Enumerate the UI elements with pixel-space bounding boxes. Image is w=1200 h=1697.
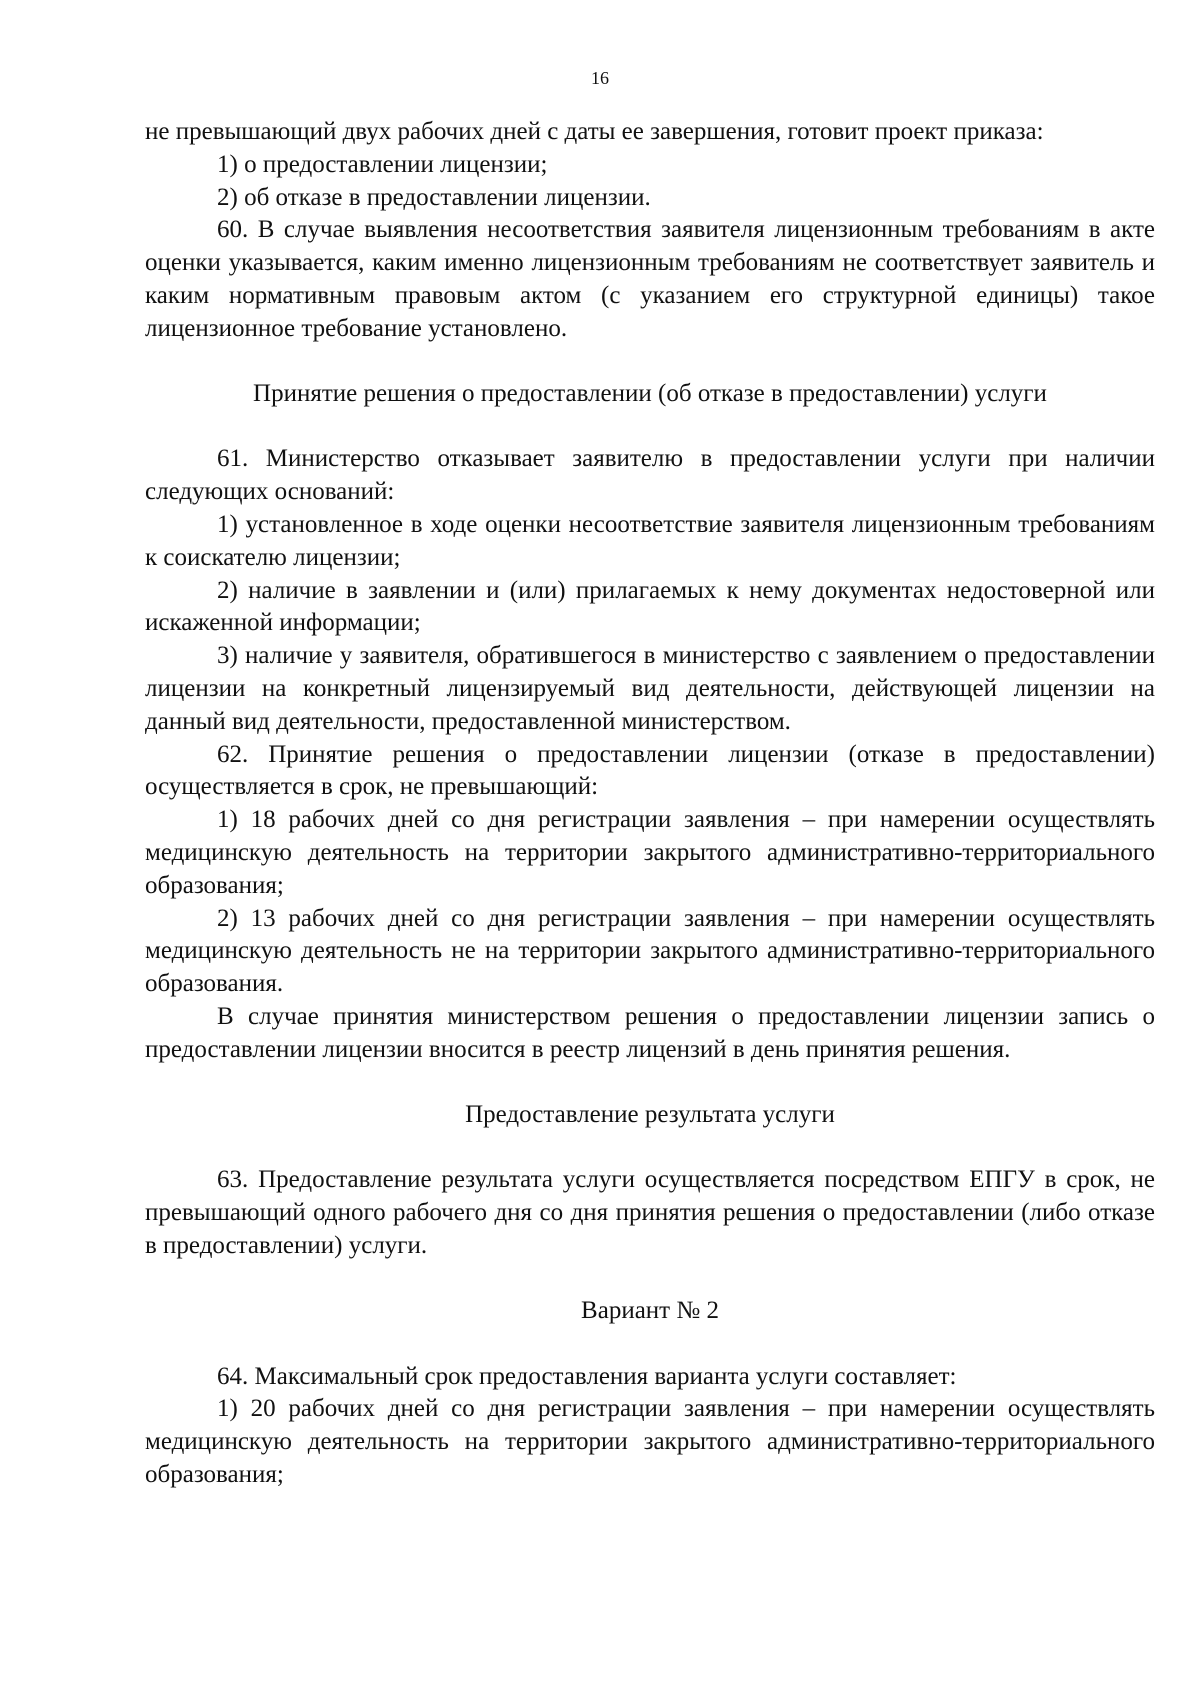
spacer (145, 1263, 1155, 1295)
spacer (145, 1067, 1155, 1099)
paragraph-60: 60. В случае выявления несоответствия заявителя лицензионным требованиям в акте оценки указывается, каким именно лицензионным требованиям не соответствует заявитель и каким нормативным правовым актом (с указанием его структурной единицы) такое лицензионное требование установлено. (145, 216, 1155, 342)
document-body (145, 116, 1155, 1492)
paragraph-62-record: В случае принятия министерством решения о предоставлении лицензии запись о предоставлении лицензии вносится в реестр лицензий в день принятия решения. (145, 1002, 1155, 1063)
section-heading-decision: Принятие решения о предоставлении (об отказе в предоставлении) услуги (253, 379, 1047, 407)
section-heading-result: Предоставление результата услуги (465, 1100, 835, 1128)
paragraph-62: 62. Принятие решения о предоставлении лицензии (отказе в предоставлении) осуществляется в срок, не превышающий: (145, 740, 1155, 801)
spacer (145, 346, 1155, 378)
paragraph-62-item-1: 1) 18 рабочих дней со дня регистрации заявления – при намерении осуществлять медицинскую деятельность на территории закрытого административно-территориального образования; (145, 806, 1155, 899)
paragraph-61-item-1: 1) установленное в ходе оценки несоответствие заявителя лицензионным требованиям к соискателю лицензии; (145, 510, 1155, 571)
paragraph-continuation: не превышающий двух рабочих дней с даты ее завершения, готовит проект приказа: (145, 118, 1044, 145)
section-heading-variant-2: Вариант № 2 (581, 1296, 719, 1324)
spacer (145, 1328, 1155, 1361)
page-number: 16 (591, 68, 609, 88)
paragraph-62-item-2: 2) 13 рабочих дней со дня регистрации заявления – при намерении осуществлять медицинскую деятельность не на территории закрытого административно-территориального образования. (145, 904, 1155, 998)
list-item-2: 2) об отказе в предоставлении лицензии. (217, 183, 651, 211)
spacer (145, 410, 1155, 443)
paragraph-61-item-2: 2) наличие в заявлении и (или) прилагаемых к нему документах недостоверной или искаженной информации; (145, 576, 1155, 637)
paragraph-61-item-3: 3) наличие у заявителя, обратившегося в министерство с заявлением о предоставлении лицензии на конкретный лицензируемый вид деятельности, действующей лицензии на данный вид деятельности, предоставленной министерством. (145, 642, 1155, 735)
paragraph-64-item-1: 1) 20 рабочих дней со дня регистрации заявления – при намерении осуществлять медицинскую деятельность на территории закрытого административно-территориального образования; (145, 1395, 1155, 1488)
list-item-1: 1) о предоставлении лицензии; (217, 150, 548, 178)
paragraph-61: 61. Министерство отказывает заявителю в предоставлении услуги при наличии следующих оснований: (145, 445, 1155, 506)
paragraph-63: 63. Предоставление результата услуги осуществляется посредством ЕПГУ в срок, не превышающий одного рабочего дня со дня принятия решения о предоставлении (либо отказе в предоставлении) услуги. (145, 1166, 1155, 1259)
paragraph-64: 64. Максимальный срок предоставления варианта услуги составляет: (217, 1362, 957, 1390)
spacer (145, 1131, 1155, 1164)
